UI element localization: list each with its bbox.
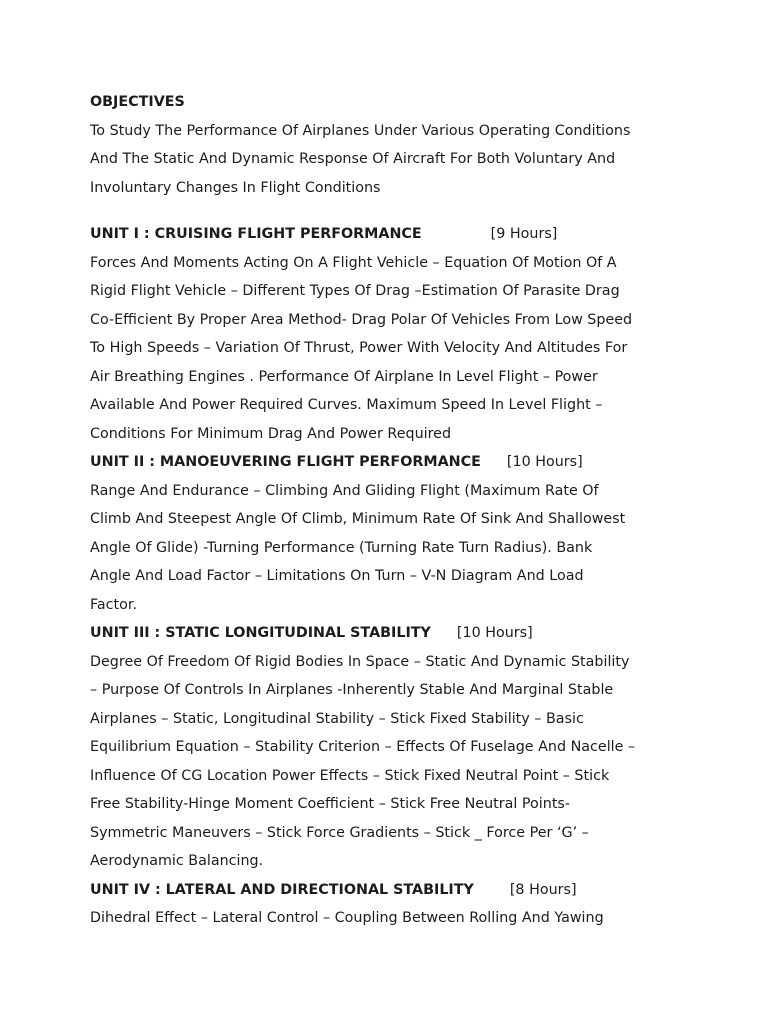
unit-3-line: Equilibrium Equation – Stability Criterion – Effects Of Fuselage And Nacelle – [90,739,636,755]
section-gap [90,202,690,220]
document-page [90,88,690,933]
unit-1-line: Rigid Flight Vehicle – Different Types Of Drag –Estimation Of Parasite Drag [90,283,620,299]
unit-3-line: Free Stability-Hinge Moment Coefficient – Stick Free Neutral Points- [90,796,571,812]
unit-1-line: Co-Efficient By Proper Area Method- Drag Polar Of Vehicles From Low Speed [90,311,633,328]
unit-2-line: Factor. [90,596,137,613]
unit-1-line: Forces And Moments Acting On A Flight Vehicle – Equation Of Motion Of A [90,254,617,271]
unit-2-hours: [10 Hours] [506,454,583,470]
unit-2-line: Range And Endurance – Climbing And Gliding Flight (Maximum Rate Of [90,482,599,499]
objectives-line: To Study The Performance Of Airplanes Under Various Operating Conditions [90,122,631,139]
unit-1-line: Air Breathing Engines . Performance Of Airplane In Level Flight – Power [90,368,598,385]
unit-2-heading [90,448,690,477]
unit-1-hours: [9 Hours] [490,226,558,242]
unit-4-title: UNIT IV : LATERAL AND DIRECTIONAL STABILITY [90,881,474,898]
unit-3-line: Symmetric Maneuvers – Stick Force Gradients – Stick _ Force Per ‘G’ – [90,824,589,841]
unit-3-line: Degree Of Freedom Of Rigid Bodies In Space – Static And Dynamic Stability [90,653,630,670]
unit-3-line: Airplanes – Static, Longitudinal Stability – Stick Fixed Stability – Basic [90,710,584,727]
unit-2-line: Climb And Steepest Angle Of Climb, Minimum Rate Of Sink And Shallowest [90,511,626,527]
unit-3-line: Aerodynamic Balancing. [90,853,264,869]
unit-4-line: Dihedral Effect – Lateral Control – Coupling Between Rolling And Yawing [90,910,604,926]
unit-2-line: Angle Of Glide) -Turning Performance (Turning Rate Turn Radius). Bank [90,539,593,556]
unit-1-line: Available And Power Required Curves. Maximum Speed In Level Flight – [90,397,603,413]
unit-3-heading [90,619,690,648]
objectives-line: Involuntary Changes In Flight Conditions [90,179,381,196]
unit-1-line: To High Speeds – Variation Of Thrust, Power With Velocity And Altitudes For [90,340,628,356]
unit-1-title: UNIT I : CRUISING FLIGHT PERFORMANCE [90,226,422,242]
unit-4-heading [90,876,690,905]
unit-4-hours: [8 Hours] [509,881,577,898]
objectives-heading: OBJECTIVES [90,94,185,110]
objectives-line: And The Static And Dynamic Response Of Aircraft For Both Voluntary And [90,151,616,167]
unit-3-line: – Purpose Of Controls In Airplanes -Inherently Stable And Marginal Stable [90,682,614,698]
unit-3-title: UNIT III : STATIC LONGITUDINAL STABILITY [90,625,431,641]
unit-1-line: Conditions For Minimum Drag And Power Required [90,425,452,442]
unit-2-line: Angle And Load Factor – Limitations On Turn – V-N Diagram And Load [90,568,584,584]
unit-2-title: UNIT II : MANOEUVERING FLIGHT PERFORMANCE [90,454,481,470]
unit-3-line: Influence Of CG Location Power Effects – Stick Fixed Neutral Point – Stick [90,767,610,784]
unit-3-hours: [10 Hours] [456,625,533,641]
unit-1-heading [90,220,690,249]
